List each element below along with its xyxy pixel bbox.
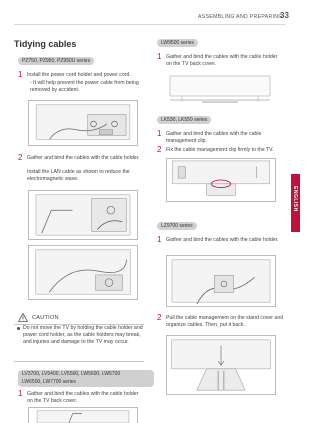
tv-back-drawing-icon (167, 256, 275, 306)
tv-stand-drawing-icon (167, 336, 275, 394)
language-label: ENGLISH (292, 186, 298, 212)
step-note: Install the LAN cable as shown to reduce the electromagnetic wave. (27, 169, 130, 182)
tv-back-drawing-icon (29, 101, 137, 145)
step-text: Gather and bind the cables with the cable management clip. (166, 131, 262, 144)
illustration-lz9700-holder (166, 255, 276, 307)
step-text: Install the power cord holder and power cord. (27, 72, 131, 78)
step-text: Fix the cable management clip firmly to the TV. (166, 147, 274, 153)
tv-back-drawing-icon (29, 408, 137, 423)
page-title: Tidying cables (14, 39, 77, 49)
page-number: 33 (280, 11, 289, 20)
step-text: Pull the cable management on the stand cover and organize cables. Then, put it back. (166, 315, 284, 328)
illustration-back-cover (28, 407, 138, 423)
model-badge-lk530: LK530, LK550 series (157, 116, 211, 124)
tv-back-drawing-icon (29, 191, 137, 239)
illustration-lan-cable (28, 245, 138, 300)
tv-edge-drawing-icon (162, 72, 278, 106)
step-note: - It will help prevent the power cable from being removed by accident. (30, 80, 139, 93)
model-badge-lw9500: LW9500 series (157, 39, 198, 47)
model-badge-lz9700: LZ9700 series (157, 222, 197, 230)
section-header: ASSEMBLING AND PREPARING (198, 14, 283, 20)
model-badge-pz750: PZ750, PZ950, PZ950U series (18, 57, 94, 65)
tv-stand-drawing-icon (167, 159, 275, 201)
illustration-cable-clip (166, 158, 276, 202)
illustration-power-cord-holder (28, 100, 138, 146)
illustration-stand-cover (166, 335, 276, 395)
model-badge-lv3700 (18, 370, 154, 387)
tv-back-drawing-icon (29, 246, 137, 299)
step-number: 2 (157, 145, 162, 154)
step-number: 2 (18, 153, 23, 162)
step-text: Gather and bind the cables with the cable holder. (166, 237, 279, 243)
step-number: 2 (157, 313, 162, 322)
bullet-icon (17, 327, 20, 330)
step-text: Gather and bind the cables with the cable holder on the TV back cover. (27, 391, 139, 404)
step-number: 1 (157, 52, 162, 61)
model-line: LV3700, LV5400, LV5500, LW5600, LW5700 (22, 371, 121, 377)
step-number: 1 (157, 235, 162, 244)
step-number: 1 (18, 70, 23, 79)
caution-label: CAUTION (32, 315, 59, 321)
step-number: 1 (18, 389, 23, 398)
step-number: 1 (157, 129, 162, 138)
caution-divider (14, 361, 144, 362)
model-line: LW6500, LW7700 series (22, 379, 77, 385)
caution-icon (18, 313, 28, 322)
step-text: Gather and bind the cables with the cable holder on the TV back cover. (166, 54, 278, 67)
illustration-cable-holder (28, 190, 138, 240)
step-text: Gather and bind the cables with the cable holder. (27, 155, 140, 161)
language-side-tab (291, 174, 300, 232)
header-divider (14, 24, 286, 25)
illustration-lw9500 (162, 72, 278, 106)
caution-text: Do not move the TV by holding the cable holder and power cord holder, as the cable holders may break, and injuries and damage to the TV may occur. (23, 325, 143, 345)
